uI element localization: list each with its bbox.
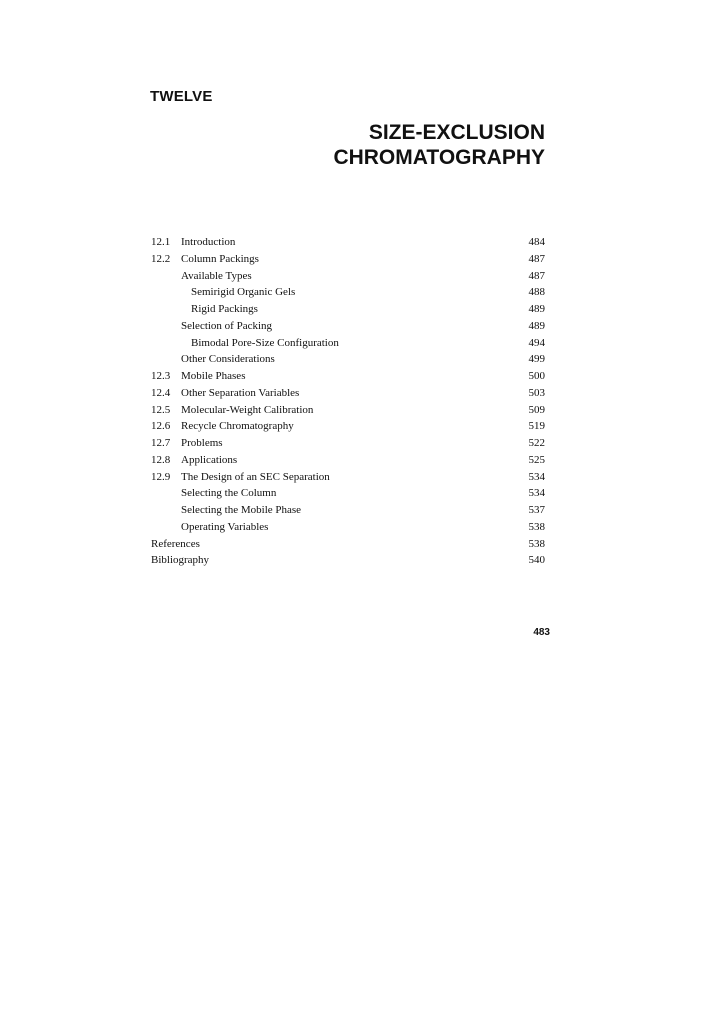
toc-entry-title: Other Separation Variables (181, 386, 300, 399)
toc-entry-page: 500 (528, 370, 545, 382)
toc-entry-title: Available Types (181, 269, 252, 282)
toc-entry-page: 487 (528, 252, 545, 265)
toc-entry (151, 234, 545, 251)
toc-entry-title: Operating Variables (181, 520, 269, 533)
toc-entry-page: 537 (528, 504, 545, 516)
toc-entry (151, 301, 545, 318)
toc-entry-title: Mobile Phases (181, 370, 246, 382)
toc-entry (151, 502, 545, 519)
toc-entry-page: 519 (528, 420, 545, 433)
toc-entry-number: 12.9 (151, 470, 171, 483)
toc-entry-number: 12.1 (151, 236, 171, 248)
toc-entry (151, 536, 545, 553)
toc-entry-title: Rigid Packings (191, 303, 258, 315)
chapter-title (333, 120, 545, 170)
toc-entry (151, 418, 545, 435)
toc-entry-page: 509 (528, 403, 545, 416)
toc-entry (151, 519, 545, 536)
toc-entry-title: Semirigid Organic Gels (191, 286, 296, 299)
toc-entry-number: 12.6 (151, 420, 171, 433)
toc-entry (151, 385, 545, 402)
toc-entry (151, 251, 545, 268)
toc-entry-page: 487 (528, 269, 545, 282)
toc-entry (151, 402, 545, 419)
toc-entry-number: 12.2 (151, 252, 171, 265)
toc-entry-page: 534 (528, 487, 545, 500)
toc-entry-title: Recycle Chromatography (181, 420, 294, 433)
table-of-contents (151, 234, 545, 569)
toc-entry-title: Selection of Packing (181, 319, 273, 332)
toc-entry-title: References (151, 537, 200, 550)
toc-entry-page: 538 (528, 537, 545, 550)
toc-entry-page: 488 (528, 286, 545, 299)
chapter-label: TWELVE (150, 88, 213, 105)
toc-entry-number: 12.8 (151, 453, 171, 466)
toc-entry-title: Bibliography (151, 554, 210, 567)
toc-entry-page: 538 (528, 520, 545, 533)
toc-entry (151, 469, 545, 486)
toc-entry-page: 489 (528, 319, 545, 332)
toc-entry (151, 552, 545, 569)
toc-entry-title: Column Packings (181, 252, 259, 265)
toc-entry (151, 485, 545, 502)
toc-entry-page: 494 (528, 336, 545, 349)
toc-entry-number: 12.5 (151, 403, 171, 416)
toc-entry-page: 522 (528, 437, 545, 449)
toc-entry (151, 435, 545, 452)
toc-entry (151, 351, 545, 368)
toc-entry-title: Problems (181, 437, 223, 449)
page-number: 483 (533, 627, 550, 638)
toc-entry (151, 318, 545, 335)
toc-entry-page: 534 (528, 470, 545, 483)
chapter-title-line-2: CHROMATOGRAPHY (333, 146, 545, 169)
toc-entry (151, 268, 545, 285)
toc-entry-page: 489 (528, 303, 545, 315)
toc-entry-number: 12.7 (151, 437, 171, 449)
toc-entry-number: 12.3 (151, 370, 171, 382)
toc-entry-title: Selecting the Mobile Phase (181, 504, 302, 516)
toc-entry-page: 484 (528, 236, 545, 248)
toc-entry-number: 12.4 (151, 386, 171, 399)
chapter-title-line-1: SIZE-EXCLUSION (368, 121, 545, 144)
toc-entry-title: The Design of an SEC Separation (181, 470, 330, 483)
toc-entry (151, 284, 545, 301)
toc-entry-page: 540 (528, 554, 545, 567)
toc-entry-title: Molecular-Weight Calibration (181, 403, 314, 416)
toc-entry-page: 499 (528, 353, 545, 366)
toc-entry (151, 452, 545, 469)
toc-entry (151, 335, 545, 352)
toc-entry-page: 503 (528, 386, 545, 399)
toc-entry-title: Selecting the Column (181, 487, 277, 500)
toc-entry-title: Other Considerations (181, 353, 275, 366)
toc-entry-title: Applications (181, 453, 238, 466)
toc-entry-page: 525 (528, 453, 545, 466)
toc-entry-title: Bimodal Pore-Size Configuration (191, 336, 339, 349)
toc-entry (151, 368, 545, 385)
toc-entry-title: Introduction (181, 236, 236, 248)
